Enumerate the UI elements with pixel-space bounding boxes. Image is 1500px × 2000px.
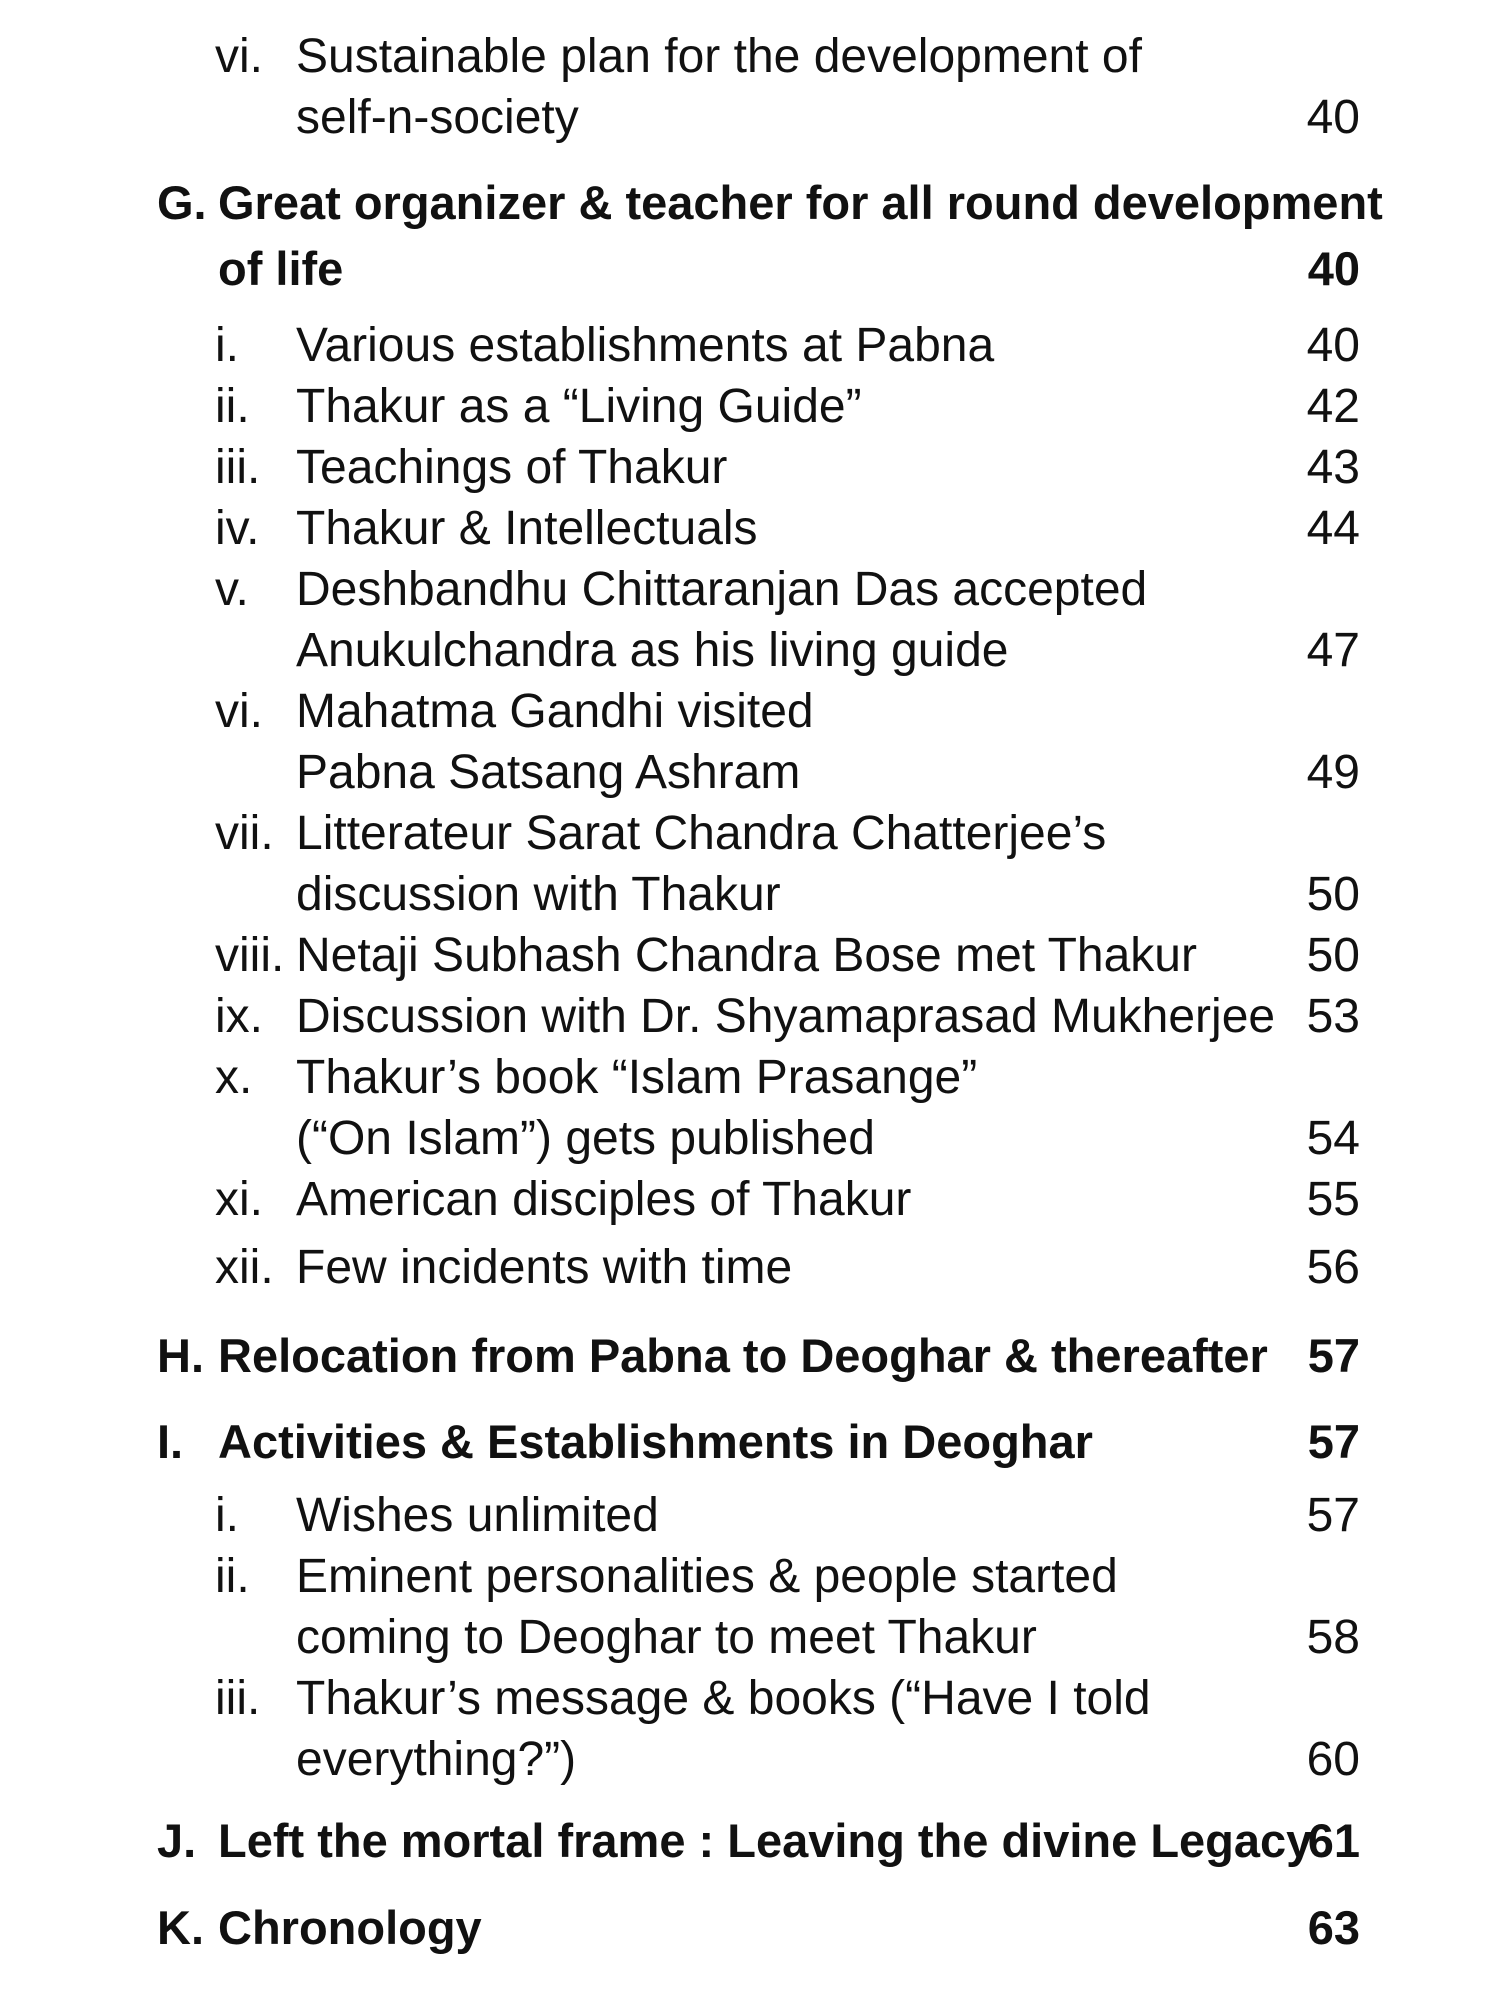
entry-title: Litterateur Sarat Chandra Chatterjee’s xyxy=(296,807,1107,860)
entry-numeral: vii. xyxy=(215,807,274,860)
entry-page: 49 xyxy=(1306,746,1360,799)
section-letter: H. xyxy=(157,1329,204,1382)
entry-page: 50 xyxy=(1306,929,1360,982)
entry-numeral: ix. xyxy=(215,990,263,1043)
entry-page: 40 xyxy=(1306,319,1360,372)
entry-title: Thakur as a “Living Guide” xyxy=(296,380,862,433)
section-title: Great organizer & teacher for all round development xyxy=(218,176,1383,229)
section-letter: I. xyxy=(157,1415,184,1468)
entry-numeral: i. xyxy=(215,1489,239,1542)
entry-title: Thakur & Intellectuals xyxy=(296,502,758,555)
entry-page: 44 xyxy=(1306,502,1360,555)
entry-title: Wishes unlimited xyxy=(296,1489,659,1542)
entry-numeral: xii. xyxy=(215,1241,274,1294)
section-page: 57 xyxy=(1307,1415,1360,1468)
entry-numeral: v. xyxy=(215,563,249,616)
entry-page: 40 xyxy=(1306,91,1360,144)
entry-numeral: ii. xyxy=(215,380,250,433)
entry-page: 50 xyxy=(1306,868,1360,921)
entry-numeral: vi. xyxy=(215,685,263,738)
entry-title: Various establishments at Pabna xyxy=(296,319,995,372)
entry-title: (“On Islam”) gets published xyxy=(296,1112,875,1165)
entry-page: 54 xyxy=(1306,1112,1360,1165)
section-title: Left the mortal frame : Leaving the divine Legacy xyxy=(218,1814,1313,1867)
entry-title: Mahatma Gandhi visited xyxy=(296,685,814,738)
entry-numeral: i. xyxy=(215,319,239,372)
entry-numeral: x. xyxy=(215,1051,253,1104)
entry-page: 47 xyxy=(1306,624,1360,677)
section-page: 57 xyxy=(1307,1329,1360,1382)
section-letter: G. xyxy=(157,176,207,229)
section-title: Activities & Establishments in Deoghar xyxy=(218,1415,1093,1468)
section-page: 40 xyxy=(1307,242,1360,295)
section-page: 61 xyxy=(1307,1814,1360,1867)
entry-numeral: ii. xyxy=(215,1550,250,1603)
entry-page: 43 xyxy=(1306,441,1360,494)
entry-title: Teachings of Thakur xyxy=(296,441,728,494)
entry-title: Eminent personalities & people started xyxy=(296,1550,1118,1603)
section-page: 63 xyxy=(1307,1901,1360,1954)
entry-title: Pabna Satsang Ashram xyxy=(296,746,801,799)
entry-numeral: iii. xyxy=(215,1672,261,1725)
entry-page: 60 xyxy=(1306,1733,1360,1786)
entry-title: Deshbandhu Chittaranjan Das accepted xyxy=(296,563,1148,616)
entry-page: 57 xyxy=(1306,1489,1360,1542)
entry-page: 42 xyxy=(1306,380,1360,433)
entry-title: American disciples of Thakur xyxy=(296,1173,912,1226)
section-title: of life xyxy=(218,242,344,295)
section-title: Chronology xyxy=(218,1901,482,1954)
entry-title: Few incidents with time xyxy=(296,1241,793,1294)
entry-page: 58 xyxy=(1306,1611,1360,1664)
entry-title: discussion with Thakur xyxy=(296,868,781,921)
entry-page: 53 xyxy=(1306,990,1360,1043)
entry-title: Thakur’s book “Islam Prasange” xyxy=(296,1051,978,1104)
section-letter: K. xyxy=(157,1901,204,1954)
entry-numeral: viii. xyxy=(215,929,285,982)
entry-title: Thakur’s message & books (“Have I told xyxy=(296,1672,1151,1725)
entry-title: Anukulchandra as his living guide xyxy=(296,624,1009,677)
section-title: Relocation from Pabna to Deoghar & thereafter xyxy=(218,1329,1268,1382)
section-letter: J. xyxy=(157,1814,197,1867)
entry-numeral: iv. xyxy=(215,502,260,555)
entry-title: Discussion with Dr. Shyamaprasad Mukherjee xyxy=(296,990,1276,1043)
entry-title: Netaji Subhash Chandra Bose met Thakur xyxy=(296,929,1197,982)
entry-numeral: xi. xyxy=(215,1173,263,1226)
entry-page: 56 xyxy=(1306,1241,1360,1294)
entry-numeral: vi. xyxy=(215,30,263,83)
entry-title: Sustainable plan for the development of xyxy=(296,30,1142,83)
entry-title: self-n-society xyxy=(296,91,579,144)
entry-title: coming to Deoghar to meet Thakur xyxy=(296,1611,1037,1664)
entry-page: 55 xyxy=(1306,1173,1360,1226)
entry-numeral: iii. xyxy=(215,441,261,494)
entry-title: everything?”) xyxy=(296,1733,577,1786)
